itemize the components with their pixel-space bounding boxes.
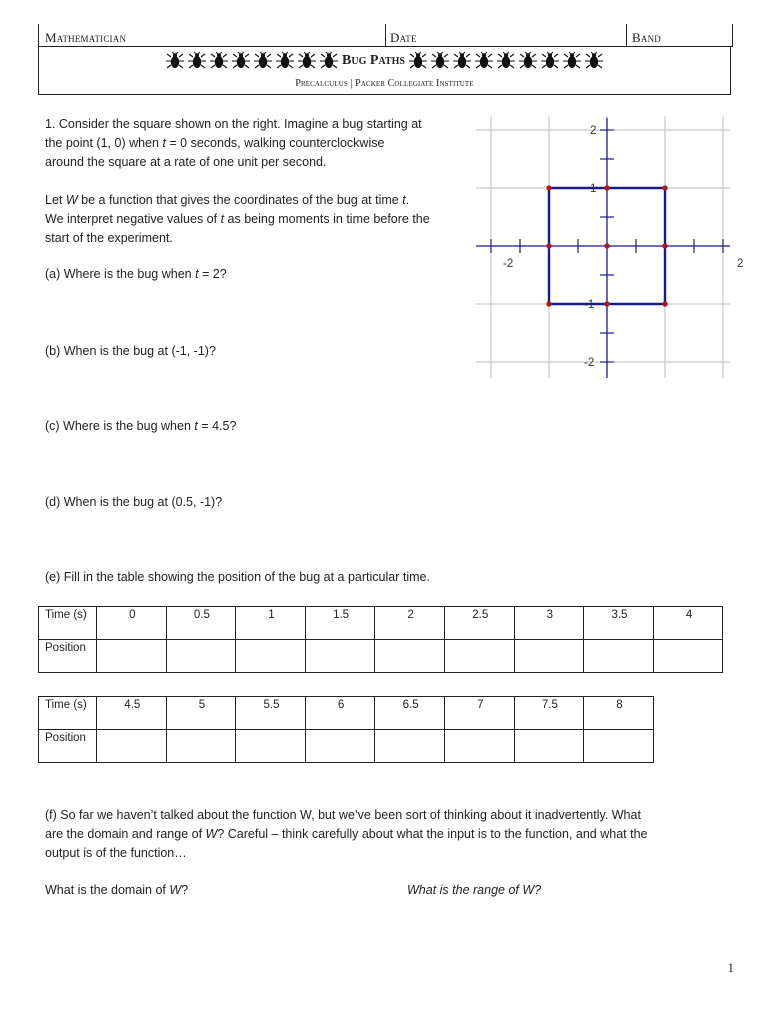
position-answer-cell[interactable] xyxy=(584,730,654,763)
table-2-time-row xyxy=(39,697,654,730)
intro-line-2: the point (1, 0) when t = 0 seconds, walking counterclockwise xyxy=(45,136,385,150)
time-cell: 4 xyxy=(653,607,723,640)
position-answer-cell[interactable] xyxy=(444,640,514,673)
square-graph xyxy=(472,110,744,382)
position-answer-cell[interactable] xyxy=(166,640,236,673)
bug-icon xyxy=(451,52,473,70)
position-answer-cell[interactable] xyxy=(236,640,306,673)
interpret-line: We interpret negative values of t as being moments in time before the xyxy=(45,212,430,226)
position-answer-cell[interactable] xyxy=(444,730,514,763)
position-answer-cell[interactable] xyxy=(375,640,445,673)
bug-icon xyxy=(164,52,186,70)
mathematician-field[interactable] xyxy=(39,24,384,46)
time-cell: 7.5 xyxy=(514,697,584,730)
bug-icon xyxy=(517,52,539,70)
bug-icon xyxy=(252,52,274,70)
f-line-2: are the domain and range of W? Careful – think carefully about what the input is to the function, and what the xyxy=(45,827,648,841)
graph-axes xyxy=(476,118,730,378)
graph-grid xyxy=(476,116,730,378)
position-answer-cell[interactable] xyxy=(236,730,306,763)
tick-label-y-2: 2 xyxy=(590,125,597,137)
graph-tick-labels xyxy=(503,125,743,369)
title-box xyxy=(38,46,731,95)
bug-icon xyxy=(495,52,517,70)
marked-point xyxy=(662,243,667,248)
bug-icon xyxy=(539,52,561,70)
position-answer-cell[interactable] xyxy=(653,640,723,673)
bug-icon xyxy=(208,52,230,70)
table-1-position-row xyxy=(39,640,723,673)
bug-icon xyxy=(274,52,296,70)
position-answer-cell[interactable] xyxy=(514,640,584,673)
bug-icon xyxy=(473,52,495,70)
time-cell: 3 xyxy=(514,607,584,640)
bug-icons-left xyxy=(164,52,340,70)
bug-icon xyxy=(429,52,451,70)
time-cell: 8 xyxy=(584,697,654,730)
tick-label-y-1: 1 xyxy=(590,183,597,195)
bug-icon xyxy=(561,52,583,70)
time-cell: 7 xyxy=(444,697,514,730)
date-label: Date xyxy=(390,30,417,45)
marked-point xyxy=(546,185,551,190)
tick-label-x-2: 2 xyxy=(737,258,744,270)
position-header: Position xyxy=(39,730,97,763)
bug-icon xyxy=(296,52,318,70)
band-field[interactable] xyxy=(626,24,731,46)
marked-point xyxy=(546,301,551,306)
question-f xyxy=(45,806,647,863)
f-line-1: (f) So far we haven’t talked about the function W, but we’ve been sort of thinking about it inadvertently. What xyxy=(45,808,641,822)
tick-label-y-neg1: -1 xyxy=(584,299,595,311)
question-b: (b) When is the bug at (-1, -1)? xyxy=(45,344,216,358)
bug-icon xyxy=(230,52,252,70)
position-answer-cell[interactable] xyxy=(166,730,236,763)
position-answer-cell[interactable] xyxy=(305,730,375,763)
time-cell: 5 xyxy=(166,697,236,730)
bug-icon xyxy=(318,52,340,70)
intro-line-1: 1. Consider the square shown on the right. Imagine a bug starting at xyxy=(45,117,422,131)
position-answer-cell[interactable] xyxy=(97,640,167,673)
function-definition xyxy=(45,191,430,248)
marked-point xyxy=(662,185,667,190)
position-answer-cell[interactable] xyxy=(584,640,654,673)
worksheet-title: Bug Paths xyxy=(342,53,405,68)
worksheet-header xyxy=(38,24,731,96)
table-2-position-row xyxy=(39,730,654,763)
time-cell: 0 xyxy=(97,607,167,640)
interpret-line-2: start of the experiment. xyxy=(45,231,173,245)
time-cell: 6 xyxy=(305,697,375,730)
time-header: Time (s) xyxy=(39,607,97,640)
marked-point xyxy=(662,301,667,306)
time-cell: 1.5 xyxy=(305,607,375,640)
time-cell: 5.5 xyxy=(236,697,306,730)
worksheet-subtitle: Precalculus | Packer Collegiate Institute xyxy=(295,78,474,89)
marked-point xyxy=(604,301,609,306)
problem-intro xyxy=(45,115,422,172)
f-line-3: output is of the function… xyxy=(45,846,187,860)
bug-icon xyxy=(407,52,429,70)
tick-label-x-neg2: -2 xyxy=(503,258,514,270)
mathematician-label: Mathematician xyxy=(45,30,127,45)
question-c: (c) Where is the bug when t = 4.5? xyxy=(45,419,237,433)
tick-label-y-neg2: -2 xyxy=(584,357,595,369)
domain-question: What is the domain of W? xyxy=(45,883,189,897)
position-answer-cell[interactable] xyxy=(514,730,584,763)
let-w-line: Let W be a function that gives the coordinates of the bug at time t. xyxy=(45,193,410,207)
marked-point xyxy=(604,243,609,248)
position-answer-cell[interactable] xyxy=(305,640,375,673)
question-e: (e) Fill in the table showing the position of the bug at a particular time. xyxy=(45,570,430,584)
position-answer-cell[interactable] xyxy=(97,730,167,763)
name-date-band-row xyxy=(38,24,733,47)
time-cell: 0.5 xyxy=(166,607,236,640)
time-cell: 1 xyxy=(236,607,306,640)
time-cell: 6.5 xyxy=(375,697,445,730)
marked-point xyxy=(604,185,609,190)
band-label: Band xyxy=(632,30,661,45)
time-cell: 3.5 xyxy=(584,607,654,640)
intro-line-3: around the square at a rate of one unit per second. xyxy=(45,155,327,169)
marked-point xyxy=(546,243,551,248)
range-question: What is the range of W? xyxy=(407,883,542,897)
title-row xyxy=(39,52,730,70)
position-table-2 xyxy=(38,696,654,763)
position-table-1 xyxy=(38,606,723,673)
time-cell: 2 xyxy=(375,607,445,640)
bug-icon xyxy=(583,52,605,70)
position-header: Position xyxy=(39,640,97,673)
bug-icons-right xyxy=(407,52,605,70)
question-a: (a) Where is the bug when t = 2? xyxy=(45,267,227,281)
time-header: Time (s) xyxy=(39,697,97,730)
page-number: 1 xyxy=(727,960,734,975)
time-cell: 2.5 xyxy=(444,607,514,640)
date-field[interactable] xyxy=(385,24,626,46)
position-answer-cell[interactable] xyxy=(375,730,445,763)
question-d: (d) When is the bug at (0.5, -1)? xyxy=(45,495,223,509)
time-cell: 4.5 xyxy=(97,697,167,730)
bug-icon xyxy=(186,52,208,70)
table-1-time-row xyxy=(39,607,723,640)
